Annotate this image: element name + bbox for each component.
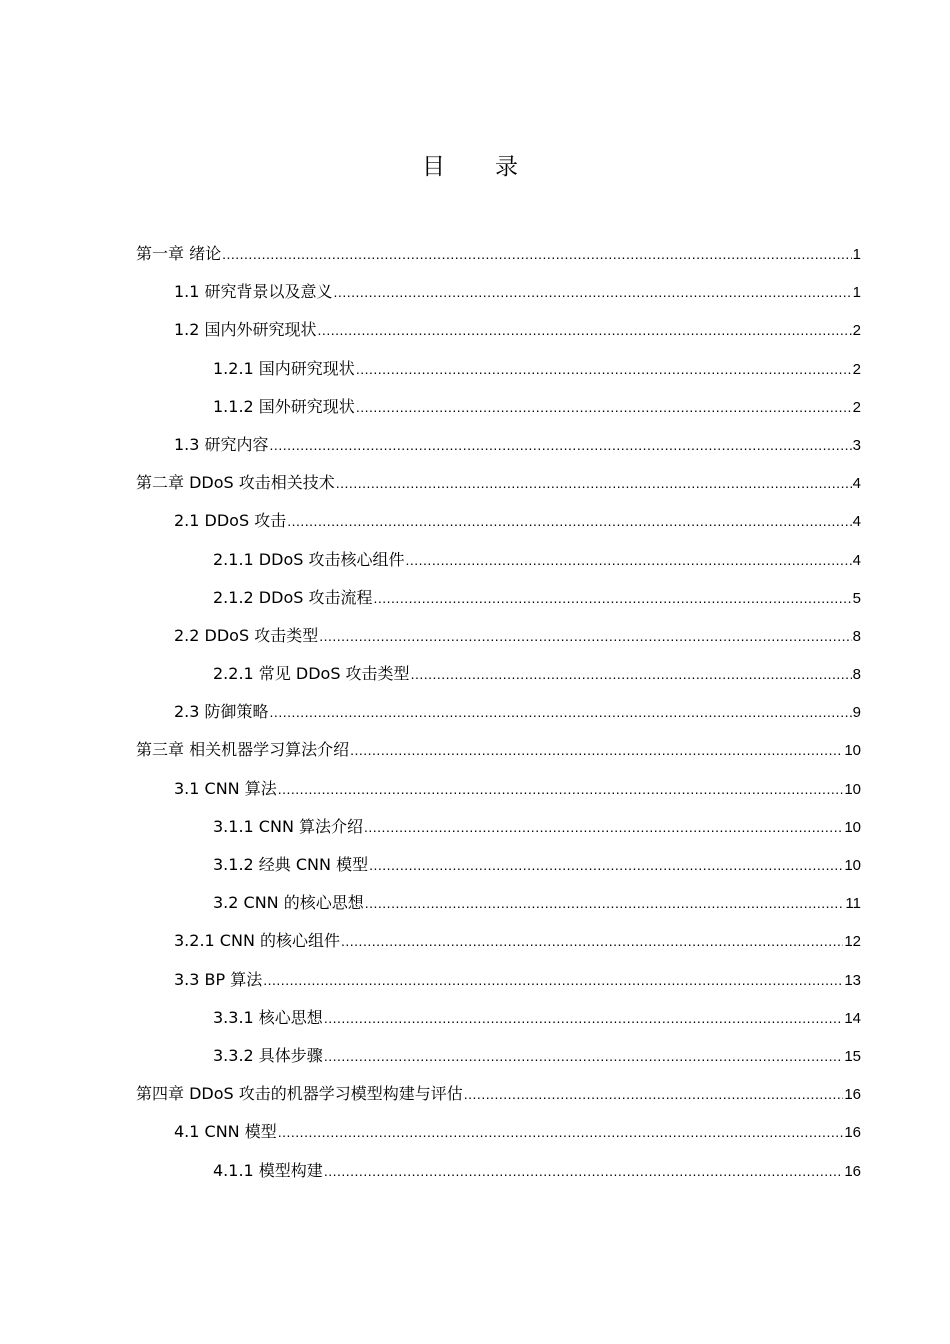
toc-entry-title: 3.1.1 CNN 算法介绍 — [213, 816, 363, 836]
toc-entry[interactable] — [136, 617, 861, 655]
toc-dot-leader — [334, 273, 852, 311]
toc-entry-title: 第三章 相关机器学习算法介绍 — [136, 740, 350, 760]
table-of-contents — [136, 235, 861, 1190]
toc-entry-title: 4.1 CNN 模型 — [174, 1122, 277, 1142]
toc-dot-leader — [341, 922, 843, 960]
toc-entry-title: 第四章 DDoS 攻击的机器学习模型构建与评估 — [136, 1084, 463, 1104]
toc-entry[interactable] — [136, 1152, 861, 1190]
toc-entry[interactable] — [136, 655, 861, 693]
toc-dot-leader — [364, 808, 843, 846]
toc-dot-leader — [319, 617, 851, 655]
toc-dot-leader — [350, 731, 843, 769]
toc-page-number: 10 — [844, 742, 861, 760]
toc-entry-title: 3.3.1 核心思想 — [213, 1007, 323, 1027]
toc-page-number: 16 — [844, 1086, 861, 1104]
toc-page-number: 1 — [852, 284, 861, 302]
toc-dot-leader — [464, 1075, 844, 1113]
toc-entry[interactable] — [136, 731, 861, 769]
toc-entry-title: 1.2.1 国内研究现状 — [213, 358, 355, 378]
toc-entry[interactable] — [136, 311, 861, 349]
toc-dot-leader — [287, 502, 851, 540]
toc-dot-leader — [336, 464, 852, 502]
toc-entry[interactable] — [136, 693, 861, 731]
toc-page-number: 12 — [844, 933, 861, 951]
toc-dot-leader — [270, 693, 852, 731]
toc-page-number: 10 — [844, 818, 861, 836]
toc-entry[interactable] — [136, 235, 861, 273]
toc-dot-leader — [324, 999, 844, 1037]
toc-dot-leader — [222, 235, 852, 273]
toc-dot-leader — [278, 1113, 844, 1151]
toc-entry-title: 2.1.1 DDoS 攻击核心组件 — [213, 549, 405, 569]
toc-entry-title: 1.1.2 国外研究现状 — [213, 396, 355, 416]
toc-dot-leader — [373, 579, 851, 617]
toc-entry[interactable] — [136, 464, 861, 502]
toc-page-number: 3 — [852, 436, 861, 454]
toc-entry[interactable] — [136, 273, 861, 311]
toc-page-number: 14 — [844, 1009, 861, 1027]
toc-entry-title: 1.2 国内外研究现状 — [174, 320, 317, 340]
toc-page-number: 11 — [845, 895, 861, 913]
toc-page-number: 4 — [852, 475, 861, 493]
toc-page-number: 4 — [852, 513, 861, 531]
toc-page-number: 2 — [852, 360, 861, 378]
toc-entry[interactable] — [136, 922, 861, 960]
toc-dot-leader — [411, 655, 852, 693]
toc-page-number: 16 — [844, 1162, 861, 1180]
toc-entry-title: 3.3 BP 算法 — [174, 969, 263, 989]
toc-entry[interactable] — [136, 350, 861, 388]
toc-page-number: 10 — [844, 780, 861, 798]
toc-entry-title: 3.2 CNN 的核心思想 — [213, 893, 364, 913]
toc-entry[interactable] — [136, 1037, 861, 1075]
toc-dot-leader — [356, 350, 852, 388]
toc-dot-leader — [365, 884, 845, 922]
toc-entry[interactable] — [136, 1075, 861, 1113]
toc-page-number: 15 — [844, 1047, 861, 1065]
toc-entry-title: 2.2.1 常见 DDoS 攻击类型 — [213, 664, 410, 684]
toc-entry-title: 3.1 CNN 算法 — [174, 778, 277, 798]
toc-page-number: 5 — [852, 589, 861, 607]
toc-entry[interactable] — [136, 541, 861, 579]
toc-entry-title: 3.3.2 具体步骤 — [213, 1045, 323, 1065]
toc-entry[interactable] — [136, 961, 861, 999]
toc-dot-leader — [324, 1152, 844, 1190]
toc-dot-leader — [356, 388, 852, 426]
toc-entry-title: 3.1.2 经典 CNN 模型 — [213, 855, 369, 874]
toc-page-number: 10 — [844, 857, 861, 874]
toc-page-number: 2 — [852, 322, 861, 340]
toc-entry-title: 1.1 研究背景以及意义 — [174, 282, 333, 302]
toc-entry[interactable] — [136, 426, 861, 464]
toc-entry-title: 4.1.1 模型构建 — [213, 1160, 323, 1180]
toc-dot-leader — [405, 541, 851, 579]
toc-entry[interactable] — [136, 808, 861, 846]
toc-entry[interactable] — [136, 884, 861, 922]
toc-dot-leader — [263, 961, 843, 999]
toc-page-number: 2 — [852, 398, 861, 416]
toc-entry-title: 2.1.2 DDoS 攻击流程 — [213, 587, 373, 607]
toc-entry[interactable] — [136, 770, 861, 808]
toc-entry[interactable] — [136, 502, 861, 540]
toc-entry-title: 2.3 防御策略 — [174, 702, 269, 722]
toc-entry-title: 第二章 DDoS 攻击相关技术 — [136, 473, 335, 493]
toc-entry-title: 2.2 DDoS 攻击类型 — [174, 625, 319, 645]
toc-entry[interactable] — [136, 999, 861, 1037]
toc-page-number: 9 — [852, 704, 861, 722]
toc-entry-title: 1.3 研究内容 — [174, 434, 269, 454]
toc-entry[interactable] — [136, 846, 861, 884]
toc-title: 目录 — [422, 154, 568, 180]
toc-entry-title: 3.2.1 CNN 的核心组件 — [174, 931, 340, 951]
toc-page-number: 8 — [852, 666, 861, 684]
toc-page-number: 16 — [844, 1124, 861, 1142]
toc-entry[interactable] — [136, 388, 861, 426]
toc-dot-leader — [278, 770, 844, 808]
toc-entry-title: 2.1 DDoS 攻击 — [174, 511, 287, 531]
toc-entry[interactable] — [136, 1113, 861, 1151]
toc-entry[interactable] — [136, 579, 861, 617]
toc-page-number: 4 — [852, 551, 861, 569]
toc-dot-leader — [270, 426, 852, 464]
toc-dot-leader — [324, 1037, 844, 1075]
toc-entry-title: 第一章 绪论 — [136, 244, 222, 263]
toc-page-number: 8 — [852, 627, 861, 645]
toc-page-number: 13 — [844, 971, 861, 989]
toc-dot-leader — [369, 846, 843, 884]
toc-dot-leader — [318, 311, 852, 349]
toc-page-number: 1 — [852, 246, 861, 263]
